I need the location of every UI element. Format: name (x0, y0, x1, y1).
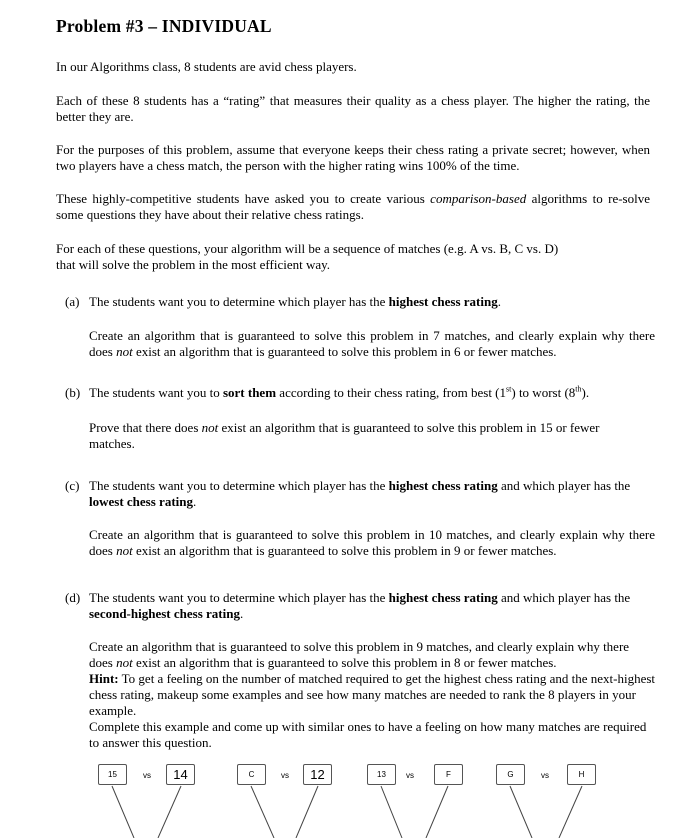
text-run: Prove that there does (89, 420, 202, 435)
bold-text: lowest chess rating (89, 494, 193, 509)
emphasis-text: not (116, 655, 133, 670)
intro-paragraph-2: Each of these 8 students has a “rating” that measures their quality as a chess player. The higher the rating, the better they are. (56, 93, 650, 124)
text-run: . (497, 294, 501, 309)
bracket-box-8: H (567, 764, 596, 785)
emphasis-text: not (116, 344, 133, 359)
text-run: exist an algorithm that is guaranteed to solve this problem in 6 or fewer matches. (132, 344, 557, 359)
bracket-line (158, 786, 181, 838)
emphasis-text: not (116, 543, 133, 558)
text-run: and which player has the (497, 478, 631, 493)
superscript: st (506, 384, 512, 394)
text-line: For each of these questions, your algorithm will be a sequence of matches (e.g. A vs. B, C vs. D) (56, 241, 559, 256)
bracket-line (112, 786, 134, 838)
intro-paragraph-3: For the purposes of this problem, assume that everyone keeps their chess rating a private secret; however, when two players have a chess match, the person with the higher rating wins 100% of the time. (56, 142, 650, 173)
text-run: algorithms to re-solve some questions they have about their relative chess ratings. (56, 191, 650, 222)
intro-paragraph-1: In our Algorithms class, 8 students are avid chess players. (56, 59, 357, 74)
text-run: according to their chess rating, from best (1 (276, 385, 507, 400)
bracket-line (296, 786, 318, 838)
text-run: Create an algorithm that is guaranteed to solve this problem in 9 matches, and clearly explain why there does (89, 639, 630, 670)
text-run: The students want you to determine which player has the (89, 294, 389, 309)
text-run: exist an algorithm that is guaranteed to solve this problem in 8 or fewer matches. (132, 655, 557, 670)
bold-text: second-highest chess rating (89, 606, 240, 621)
bracket-box-3: C (237, 764, 266, 785)
text-run: and which player has the (497, 590, 631, 605)
text-run: Create an algorithm that is guaranteed to solve this problem in 10 matches, and clearly explain why there does (89, 527, 655, 558)
bracket-box-7: G (496, 764, 525, 785)
text-run: . (193, 494, 197, 509)
bracket-line (510, 786, 532, 838)
bracket-box-5: 13 (367, 764, 396, 785)
text-run: . (239, 606, 244, 621)
bold-text: highest chess rating (388, 294, 498, 309)
bracket-line (251, 786, 274, 838)
vs-label-1: vs (143, 771, 151, 780)
bracket-box-6: F (434, 764, 463, 785)
text-run: Create an algorithm that is guaranteed to solve this problem in 7 matches, and clearly explain why there does (89, 328, 655, 359)
text-run: ). (581, 385, 590, 400)
text-run: The students want you to determine which player has the (89, 590, 389, 605)
vs-label-3: vs (406, 771, 414, 780)
text-line: that will solve the problem in the most efficient way. (56, 257, 331, 272)
text-run: The students want you to determine which player has the (89, 478, 389, 493)
bracket-box-4: 12 (303, 764, 332, 785)
text-run: exist an algorithm that is guaranteed to solve this problem in 15 or fewer matches. (89, 420, 600, 451)
part-c-label: (c) (65, 478, 80, 493)
part-a-label: (a) (65, 294, 80, 309)
text-run: These highly-competitive students have asked you to create various (56, 191, 431, 206)
part-b-label: (b) (65, 385, 81, 400)
emphasis-text: comparison-based (430, 191, 527, 206)
page-title: Problem #3 – INDIVIDUAL (56, 16, 272, 36)
bracket-line (381, 786, 402, 838)
hint-label: Hint: (89, 671, 119, 686)
emphasis-text: not (201, 420, 219, 435)
bracket-box-2: 14 (166, 764, 195, 785)
text-run: ) to worst (8 (511, 385, 576, 400)
bold-text: highest chess rating (388, 478, 498, 493)
bracket-box-1: 15 (98, 764, 127, 785)
text-run: exist an algorithm that is guaranteed to solve this problem in 9 or fewer matches. (132, 543, 557, 558)
bold-text: sort them (222, 385, 277, 400)
superscript: th (575, 384, 582, 394)
text-run: The students want you to (89, 385, 223, 400)
part-d-label: (d) (65, 590, 81, 605)
bracket-line (426, 786, 448, 838)
part-d-complete-example: Complete this example and come up with similar ones to have a feeling on how many matches are required to answer this question. (89, 719, 647, 750)
vs-label-4: vs (541, 771, 549, 780)
hint-text: To get a feeling on the number of matched required to get the highest chess rating and the next-highest chess rating, makeup some examples and see how many matches are needed to rank the 8 players in your example. (89, 671, 656, 718)
bold-text: highest chess rating (388, 590, 498, 605)
vs-label-2: vs (281, 771, 289, 780)
bracket-line (559, 786, 582, 838)
